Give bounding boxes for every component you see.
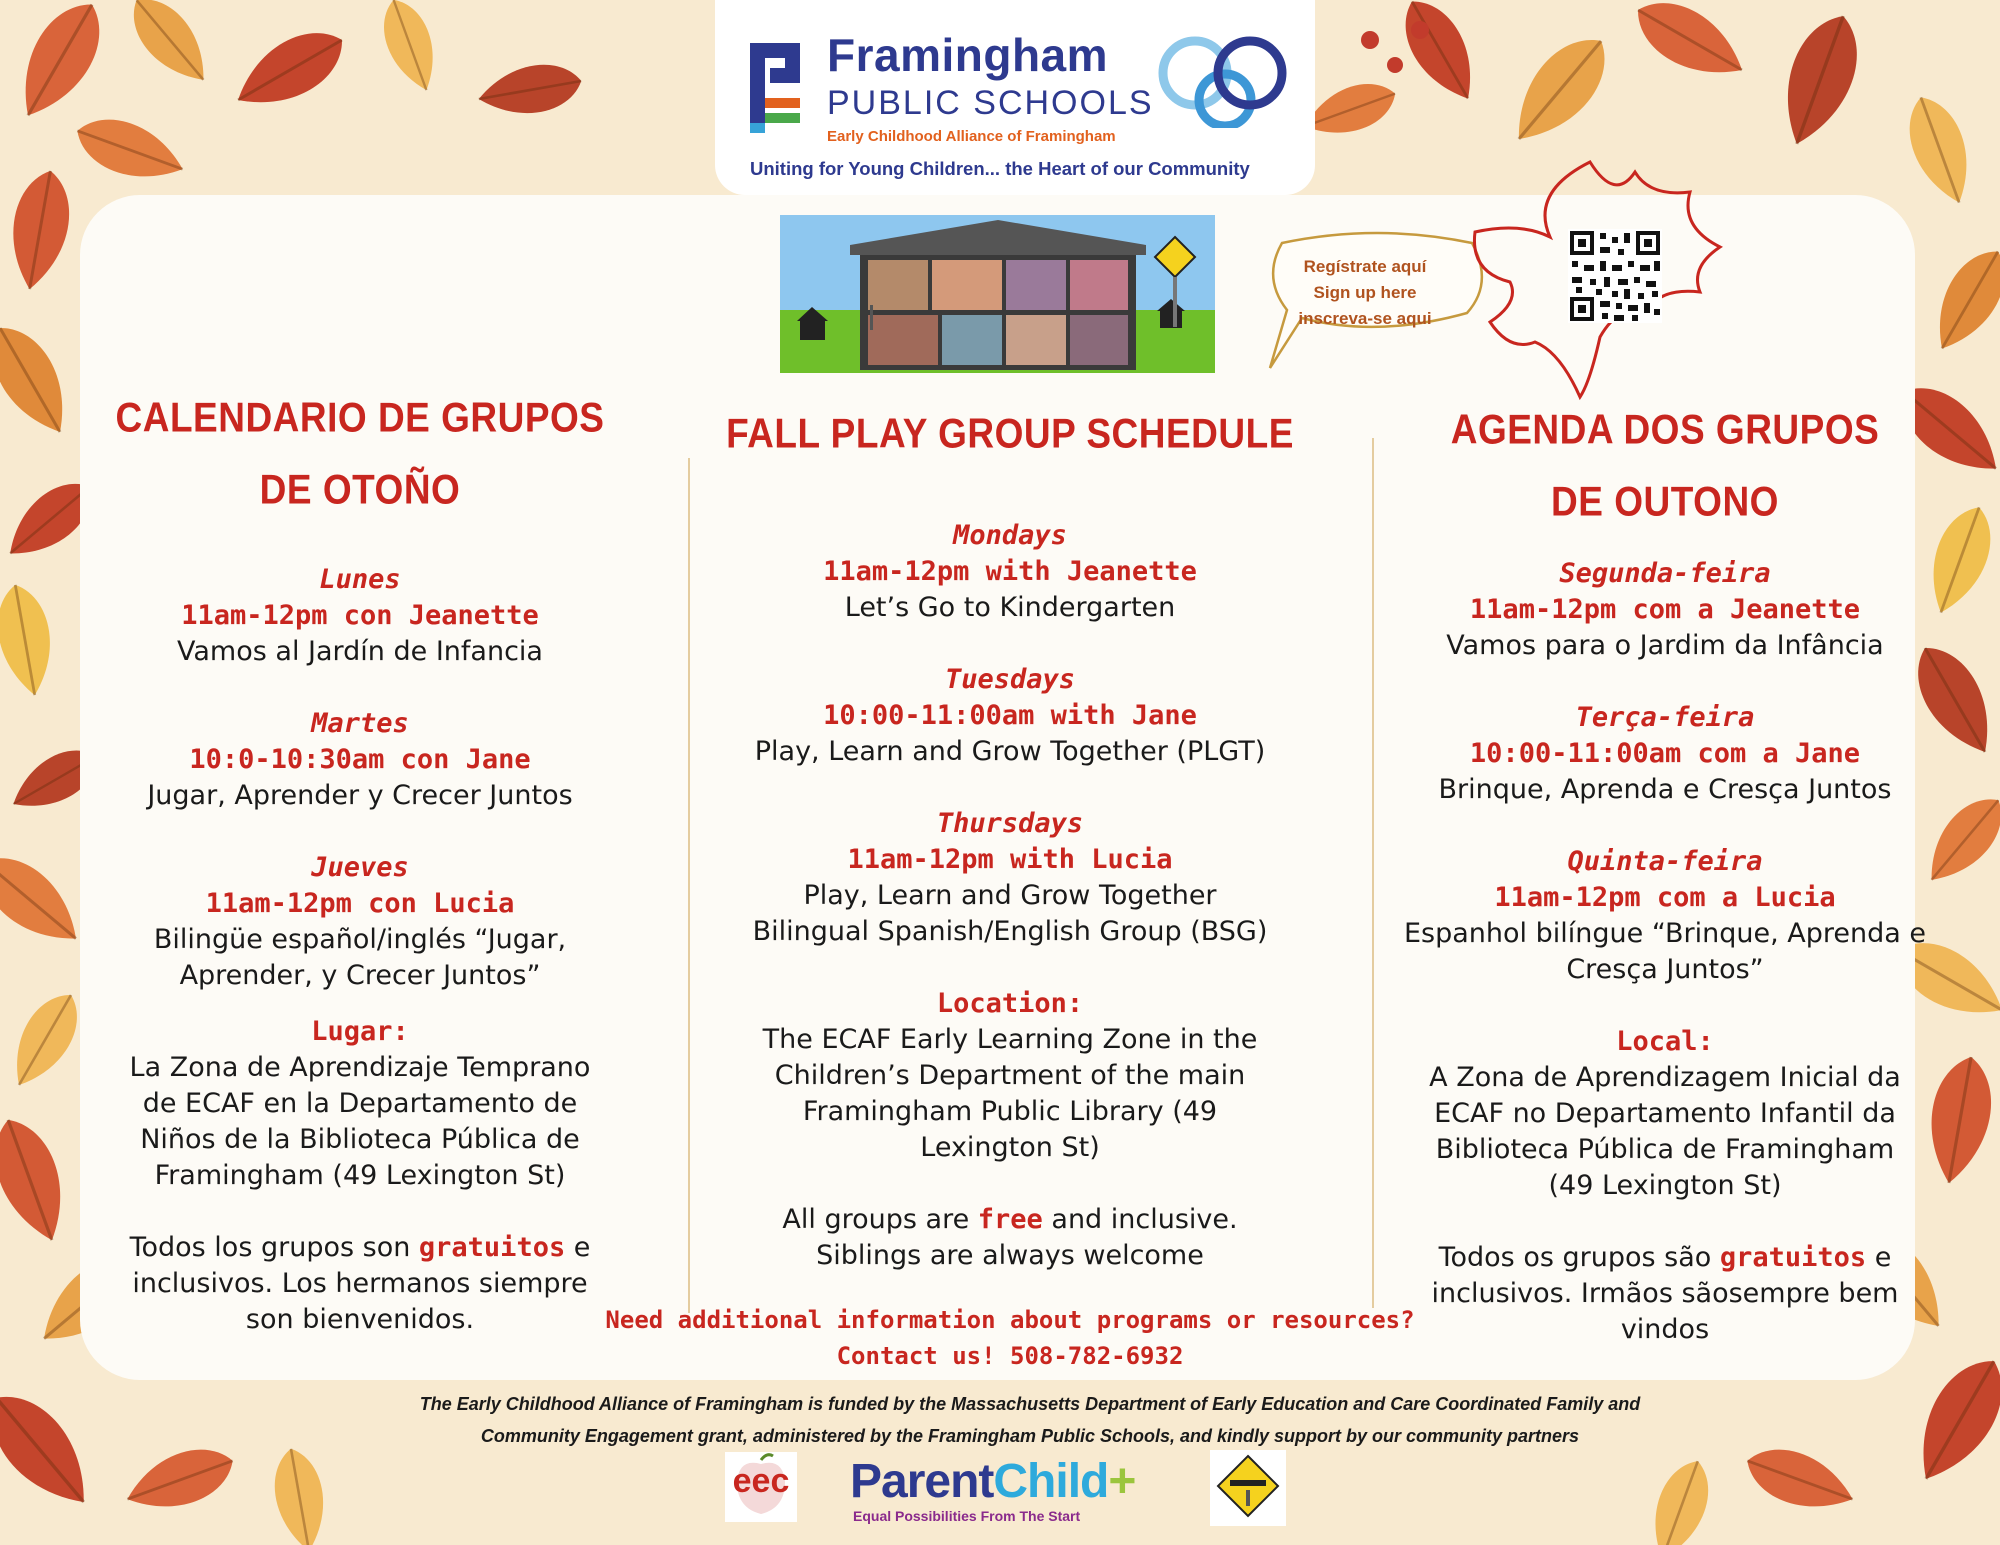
parentchild-word-child: Child bbox=[993, 1455, 1109, 1508]
day-label: Terça-feira bbox=[1575, 702, 1755, 733]
session-time: 11am-12pm with Jeanette bbox=[823, 556, 1197, 587]
session-desc: Vamos para o Jardim da Infância bbox=[1446, 630, 1884, 661]
session-desc: Bilingual Spanish/English Group (BSG) bbox=[752, 916, 1268, 947]
location-line: (49 Lexington St) bbox=[1548, 1170, 1782, 1201]
location-en bbox=[720, 986, 1300, 1166]
session-monday-es bbox=[100, 562, 620, 670]
spanish-column bbox=[100, 390, 620, 1338]
location-line: The ECAF Early Learning Zone in the bbox=[762, 1024, 1258, 1055]
portuguese-heading-line-2: DE OUTONO bbox=[1551, 478, 1779, 525]
free-note-es bbox=[100, 1230, 620, 1338]
contact-phone[interactable]: Contact us! 508-782-6932 bbox=[836, 1342, 1184, 1370]
session-time: 10:00-11:00am com a Jane bbox=[1469, 738, 1861, 769]
free-text: Todos los grupos son bbox=[129, 1232, 419, 1263]
location-label: Local: bbox=[1616, 1026, 1714, 1057]
signup-line-es: Regístrate aquí bbox=[1303, 257, 1427, 276]
session-monday-pt bbox=[1390, 556, 1940, 664]
portuguese-heading-line-1: AGENDA DOS GRUPOS bbox=[1450, 406, 1880, 453]
free-line: vindos bbox=[1620, 1314, 1710, 1345]
session-time: 11am-12pm with Lucia bbox=[847, 844, 1173, 875]
signup-line-pt: inscreva-se aqui bbox=[1298, 309, 1432, 328]
spanish-heading bbox=[100, 382, 620, 525]
framingham-logo bbox=[715, 0, 1315, 195]
location-line: Framingham Public Library (49 bbox=[802, 1096, 1218, 1127]
session-monday-en bbox=[720, 518, 1300, 626]
free-line bbox=[1390, 1240, 1940, 1276]
session-tuesday-en bbox=[720, 662, 1300, 770]
session-desc: Let’s Go to Kindergarten bbox=[844, 592, 1176, 623]
logo-tagline: Uniting for Young Children... the Heart of our Community bbox=[750, 158, 1250, 179]
session-time: 11am-12pm com a Jeanette bbox=[1469, 594, 1861, 625]
session-tuesday-pt bbox=[1390, 700, 1940, 808]
free-note-en bbox=[720, 1202, 1300, 1274]
eec-logo bbox=[725, 1452, 797, 1522]
location-line: ECAF no Departamento Infantil da bbox=[1434, 1098, 1896, 1129]
free-line bbox=[100, 1230, 620, 1266]
location-label: Lugar: bbox=[311, 1016, 409, 1047]
location-line: Framingham (49 Lexington St) bbox=[154, 1160, 566, 1191]
location-line: Niños de la Biblioteca Pública de bbox=[140, 1124, 580, 1155]
free-note-pt bbox=[1390, 1240, 1940, 1348]
free-line: inclusivos. Irmãos sãosempre bem bbox=[1431, 1278, 1899, 1309]
session-time: 11am-12pm con Lucia bbox=[205, 888, 515, 919]
session-desc: Vamos al Jardín de Infancia bbox=[177, 636, 543, 667]
free-word: gratuitos bbox=[418, 1232, 566, 1263]
session-desc: Jugar, Aprender y Crecer Juntos bbox=[147, 780, 573, 811]
location-line: de ECAF en la Departamento de bbox=[142, 1088, 578, 1119]
spanish-heading-line-2: DE OTOÑO bbox=[259, 466, 461, 513]
location-line: Lexington St) bbox=[920, 1132, 1100, 1163]
spanish-heading-line-1: CALENDARIO DE GRUPOS bbox=[115, 394, 605, 441]
brain-building-sign-icon bbox=[1210, 1450, 1286, 1526]
session-time: 10:00-11:00am with Jane bbox=[823, 700, 1197, 731]
free-text: Todos os grupos são bbox=[1438, 1242, 1720, 1273]
day-label: Martes bbox=[311, 708, 409, 739]
contact-info bbox=[560, 1302, 1460, 1374]
session-thursday-en bbox=[720, 806, 1300, 950]
logo-title: Framingham bbox=[827, 29, 1109, 81]
portuguese-column bbox=[1390, 402, 1940, 1348]
session-time: 11am-12pm con Jeanette bbox=[181, 600, 539, 631]
free-text: e bbox=[565, 1232, 591, 1263]
signup-text bbox=[1276, 254, 1454, 332]
day-label: Thursdays bbox=[936, 808, 1084, 839]
logo-alliance: Early Childhood Alliance of Framingham bbox=[827, 128, 1116, 145]
portuguese-heading bbox=[1390, 394, 1940, 537]
linked-circles-icon bbox=[1155, 28, 1290, 128]
day-label: Lunes bbox=[319, 564, 401, 595]
contact-question: Need additional information about programs or resources? bbox=[605, 1306, 1415, 1334]
location-pt bbox=[1390, 1024, 1940, 1204]
session-desc: Cresça Juntos” bbox=[1566, 954, 1764, 985]
logo-subtitle: PUBLIC SCHOOLS bbox=[827, 84, 1154, 122]
english-heading: FALL PLAY GROUP SCHEDULE bbox=[726, 410, 1294, 457]
parentchild-logo bbox=[850, 1454, 1135, 1509]
session-desc: Play, Learn and Grow Together bbox=[803, 880, 1217, 911]
day-label: Mondays bbox=[953, 520, 1067, 551]
session-desc: Aprender, y Crecer Juntos” bbox=[179, 960, 541, 991]
free-line: Siblings are always welcome bbox=[816, 1240, 1204, 1271]
free-line bbox=[720, 1202, 1300, 1238]
day-label: Tuesdays bbox=[944, 664, 1076, 695]
signup-line-en: Sign up here bbox=[1313, 283, 1417, 302]
session-time: 11am-12pm com a Lucia bbox=[1494, 882, 1836, 913]
day-label: Segunda-feira bbox=[1559, 558, 1771, 589]
free-word: free bbox=[977, 1204, 1043, 1235]
free-line: son bienvenidos. bbox=[245, 1304, 475, 1335]
free-word: gratuitos bbox=[1719, 1242, 1867, 1273]
footer-line-2: Community Engagement grant, administered by the Framingham Public Schools, and kindly support by our community partners bbox=[480, 1426, 1580, 1446]
brain-building-photo bbox=[780, 215, 1215, 373]
location-es bbox=[100, 1014, 620, 1194]
qr-code-icon[interactable] bbox=[1568, 229, 1662, 323]
session-desc: Bilingüe español/inglés “Jugar, bbox=[153, 924, 567, 955]
fps-logo-mark-icon bbox=[745, 38, 820, 138]
location-label: Location: bbox=[936, 988, 1084, 1019]
location-line: Children’s Department of the main bbox=[774, 1060, 1246, 1091]
session-desc: Play, Learn and Grow Together (PLGT) bbox=[754, 736, 1266, 767]
parentchild-plus: + bbox=[1108, 1455, 1136, 1508]
column-divider-left bbox=[688, 458, 690, 1313]
location-line: La Zona de Aprendizaje Temprano bbox=[129, 1052, 591, 1083]
session-thursday-es bbox=[100, 850, 620, 994]
funding-footer bbox=[330, 1388, 1730, 1452]
session-time: 10:0-10:30am con Jane bbox=[189, 744, 531, 775]
free-line: inclusivos. Los hermanos siempre bbox=[132, 1268, 588, 1299]
parentchild-tagline: Equal Possibilities From The Start bbox=[853, 1508, 1081, 1524]
free-text: All groups are bbox=[782, 1204, 978, 1235]
location-line: Biblioteca Pública de Framingham bbox=[1435, 1134, 1895, 1165]
free-text: and inclusive. bbox=[1042, 1204, 1238, 1235]
session-desc: Brinque, Aprenda e Cresça Juntos bbox=[1438, 774, 1892, 805]
english-column bbox=[720, 402, 1300, 1274]
session-desc: Espanhol bilíngue “Brinque, Aprenda e bbox=[1404, 918, 1926, 949]
location-line: A Zona de Aprendizagem Inicial da bbox=[1429, 1062, 1901, 1093]
column-divider-right bbox=[1372, 438, 1374, 1308]
eec-text: eec bbox=[732, 1462, 790, 1500]
day-label: Quinta-feira bbox=[1567, 846, 1763, 877]
session-thursday-pt bbox=[1390, 844, 1940, 988]
parentchild-word-parent: Parent bbox=[850, 1455, 994, 1508]
day-label: Jueves bbox=[311, 852, 409, 883]
free-text: e bbox=[1866, 1242, 1892, 1273]
session-tuesday-es bbox=[100, 706, 620, 814]
footer-line-1: The Early Childhood Alliance of Framingham is funded by the Massachusetts Department of Early Education and Care Coordinated Family and bbox=[419, 1394, 1641, 1414]
